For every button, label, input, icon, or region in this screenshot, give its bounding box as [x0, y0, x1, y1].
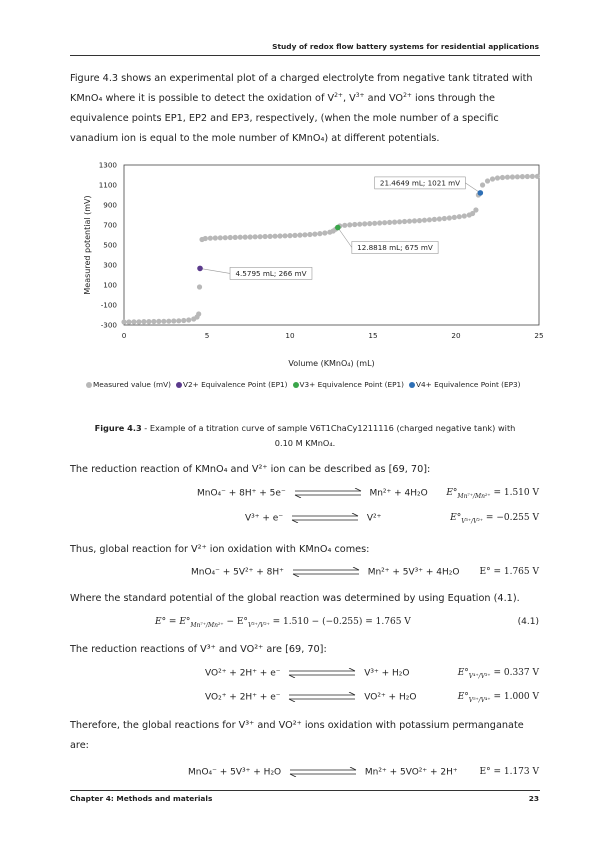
potential-5: $E^\circ_{V^{5+}/V^{4+}} = 1.000$ V — [457, 692, 539, 704]
measured-point — [412, 218, 417, 223]
y-tick-label: 300 — [103, 260, 117, 270]
measured-point — [407, 219, 412, 224]
measured-point — [307, 232, 312, 237]
measured-point — [530, 174, 535, 179]
measured-point — [228, 235, 233, 240]
intro-line-2: KMnO₄ where it is possible to detect the oxidation of $V^{2+}$, $V^{3+}$ and $VO^{2+}$ ions through the — [70, 91, 495, 104]
measured-point — [121, 319, 126, 324]
equation-number: (4.1) — [517, 617, 539, 627]
measured-point — [302, 232, 307, 237]
callout-leader — [338, 228, 352, 248]
equation-3: MnO₄⁻ + 5V²⁺ + 8H⁺ Mn²⁺ + 5V³⁺ + 4H₂O — [191, 567, 460, 578]
measured-point — [181, 318, 186, 323]
legend-marker-icon — [176, 382, 182, 388]
measured-point — [203, 236, 208, 241]
measured-point — [156, 319, 161, 324]
plot-area-frame — [124, 165, 539, 325]
measured-point — [452, 215, 457, 220]
y-tick-label: 100 — [103, 280, 117, 290]
footer-chapter: Chapter 4: Methods and materials — [70, 794, 213, 803]
measured-point — [500, 175, 505, 180]
x-tick-label: 20 — [451, 331, 461, 340]
measured-point — [208, 236, 213, 241]
measured-point — [267, 234, 272, 239]
footer-rule — [70, 790, 540, 791]
measured-point — [362, 221, 367, 226]
measured-point — [263, 234, 268, 239]
caption-line-2: 0.10 M KMnO₄. — [274, 438, 336, 448]
legend-marker-icon — [86, 382, 92, 388]
measured-point — [272, 234, 277, 239]
running-header: Study of redox flow battery systems for residential applications — [272, 42, 539, 51]
equation-4: VO²⁺ + 2H⁺ + e⁻ V³⁺ + H₂O — [205, 668, 410, 679]
equilibrium-arrow-icon — [293, 488, 363, 498]
measured-point — [253, 234, 258, 239]
potential-4: $E^\circ_{V^{4+}/V^{3+}} = 0.337$ V — [457, 668, 539, 680]
legend-item — [293, 380, 405, 389]
potential-6: E° = 1.173 V — [479, 767, 539, 777]
measured-point — [510, 174, 515, 179]
measured-point — [312, 232, 317, 237]
measured-point — [317, 231, 322, 236]
measured-point — [196, 311, 201, 316]
page-number: 23 — [528, 794, 539, 803]
measured-point — [535, 174, 540, 179]
measured-point — [258, 234, 263, 239]
measured-point — [186, 317, 191, 322]
measured-point — [490, 176, 495, 181]
chart-legend — [86, 380, 526, 389]
measured-point — [473, 207, 478, 212]
y-axis-label: Measured potential (mV) — [83, 195, 92, 295]
measured-point — [422, 218, 427, 223]
x-tick-label: 15 — [368, 331, 378, 340]
measured-point — [462, 213, 467, 218]
measured-point — [213, 235, 218, 240]
figure-caption — [70, 421, 540, 451]
measured-point — [347, 222, 352, 227]
therefore-line-2: are: — [70, 740, 89, 751]
measured-point — [282, 233, 287, 238]
legend-item — [176, 380, 288, 389]
therefore-paragraph — [70, 716, 540, 756]
measured-point — [525, 174, 530, 179]
equation-4-1: $E^\circ = E^\circ_{Mn^{7+}/Mn^{2+}} - E^\circ_{V^{3+}/V^{2+}} = 1.510 - (-0.255) = 1.765$ V — [155, 617, 411, 629]
measured-point — [166, 319, 171, 324]
x-tick-label: 10 — [285, 331, 295, 340]
y-tick-label: 500 — [103, 240, 117, 250]
equivalence-point-label: 4.5795 mL; 266 mV — [235, 269, 307, 278]
y-tick-label: 700 — [103, 220, 117, 230]
equation-2: V³⁺ + e⁻ V²⁺ — [245, 513, 382, 524]
measured-point — [392, 220, 397, 225]
equilibrium-arrow-icon — [287, 668, 357, 678]
measured-point — [292, 233, 297, 238]
measured-point — [480, 182, 485, 187]
y-tick-label: -100 — [100, 300, 117, 310]
measured-point — [495, 175, 500, 180]
measured-point — [223, 235, 228, 240]
measured-point — [417, 218, 422, 223]
measured-point — [161, 319, 166, 324]
measured-point — [352, 222, 357, 227]
measured-point — [342, 223, 347, 228]
measured-point — [505, 175, 510, 180]
x-axis-label: Volume (KMnO₄) (mL) — [288, 359, 375, 368]
measured-point — [377, 220, 382, 225]
measured-point — [297, 233, 302, 238]
y-tick-label: 1100 — [98, 180, 117, 190]
x-tick-label: 25 — [534, 331, 544, 340]
measured-point — [520, 174, 525, 179]
measured-point — [402, 219, 407, 224]
y-tick-label: -300 — [100, 320, 117, 330]
measured-point — [243, 235, 248, 240]
measured-point — [432, 217, 437, 222]
equation-5: VO₂⁺ + 2H⁺ + e⁻ VO²⁺ + H₂O — [205, 692, 417, 703]
legend-marker-icon — [409, 382, 415, 388]
x-tick-label: 0 — [121, 331, 127, 340]
measured-point — [357, 222, 362, 227]
measured-point — [485, 178, 490, 183]
measured-point — [176, 318, 181, 323]
measured-point — [397, 219, 402, 224]
intro-line-1: Figure 4.3 shows an experimental plot of a charged electrolyte from negative tank titrated with — [70, 73, 533, 84]
measured-point — [437, 216, 442, 221]
measured-point — [442, 216, 447, 221]
x-tick-label: 5 — [204, 331, 210, 340]
measured-point — [131, 319, 136, 324]
measured-point — [171, 318, 176, 323]
equivalence-point-label: 12.8818 mL; 675 mV — [357, 243, 433, 253]
equilibrium-arrow-icon — [287, 692, 357, 702]
global-intro: Thus, global reaction for V²⁺ ion oxidation with KMnO₄ comes: — [70, 544, 370, 555]
therefore-line-1: Therefore, the global reactions for V³⁺ and VO²⁺ ions oxidation with potassium permanganate — [70, 720, 524, 731]
measured-point — [382, 220, 387, 225]
measured-point — [136, 319, 141, 324]
measured-point — [151, 319, 156, 324]
equivalence-point-label: 21.4649 mL; 1021 mV — [379, 178, 461, 188]
header-rule — [70, 55, 540, 56]
measured-point — [248, 234, 253, 239]
titration-chart — [82, 155, 552, 375]
caption-line-1: Figure 4.3 - Example of a titration curve of sample V6T1ChaCy1211116 (charged negative tank) with — [94, 423, 516, 433]
reduction-intro: The reduction reaction of KMnO₄ and V²⁺ ion can be described as [69, 70]: — [70, 464, 431, 475]
measured-point — [515, 174, 520, 179]
measured-point — [238, 235, 243, 240]
measured-point — [367, 221, 372, 226]
measured-point — [141, 319, 146, 324]
legend-item — [409, 380, 521, 389]
standard-potential-text: Where the standard potential of the global reaction was determined by using Equation (4.1). — [70, 593, 520, 604]
equilibrium-arrow-icon — [288, 767, 358, 777]
potential-1: $E^\circ_{Mn^{7+}/Mn^{2+}} = 1.510$ V — [446, 488, 539, 500]
measured-point — [427, 217, 432, 222]
legend-item — [86, 380, 171, 389]
measured-point — [197, 284, 202, 289]
legend-label: V4+ Equivalence Point (EP3) — [416, 380, 521, 389]
intro-line-3: equivalence points EP1, EP2 and EP3, respectively, (when the mole number of a specific — [70, 113, 499, 124]
y-tick-label: 1300 — [98, 160, 117, 170]
equivalence-point — [335, 225, 341, 231]
legend-label: V3+ Equivalence Point (EP1) — [299, 380, 405, 389]
measured-point — [457, 214, 462, 219]
intro-paragraph — [70, 69, 540, 149]
measured-point — [447, 215, 452, 220]
intro-line-4: vanadium ion is equal to the mole number of KMnO₄) at different potentials. — [70, 133, 440, 144]
legend-label: V2+ Equivalence Point (EP1) — [183, 380, 288, 389]
measured-point — [126, 319, 131, 324]
measured-point — [233, 235, 238, 240]
measured-point — [372, 221, 377, 226]
equation-1: MnO₄⁻ + 8H⁺ + 5e⁻ Mn²⁺ + 4H₂O — [197, 488, 428, 499]
equilibrium-arrow-icon — [291, 567, 361, 577]
y-tick-label: 900 — [103, 200, 117, 210]
potential-2: $E^\circ_{V^{3+}/V^{2+}} = -0.255$ V — [450, 513, 539, 525]
callout-leader — [200, 268, 230, 273]
legend-label: Measured value (mV) — [93, 380, 172, 389]
measured-point — [218, 235, 223, 240]
reduction2-intro: The reduction reactions of V³⁺ and VO²⁺ are [69, 70]: — [70, 644, 327, 655]
measured-point — [287, 233, 292, 238]
measured-point — [387, 220, 392, 225]
potential-3: E° = 1.765 V — [479, 567, 539, 577]
measured-point — [146, 319, 151, 324]
equilibrium-arrow-icon — [290, 513, 360, 523]
equivalence-point — [197, 266, 203, 272]
measured-point — [277, 233, 282, 238]
legend-marker-icon — [293, 382, 299, 388]
measured-point — [322, 230, 327, 235]
equation-6: MnO₄⁻ + 5V³⁺ + H₂O Mn²⁺ + 5VO²⁺ + 2H⁺ — [188, 767, 458, 778]
equivalence-point — [478, 190, 484, 196]
